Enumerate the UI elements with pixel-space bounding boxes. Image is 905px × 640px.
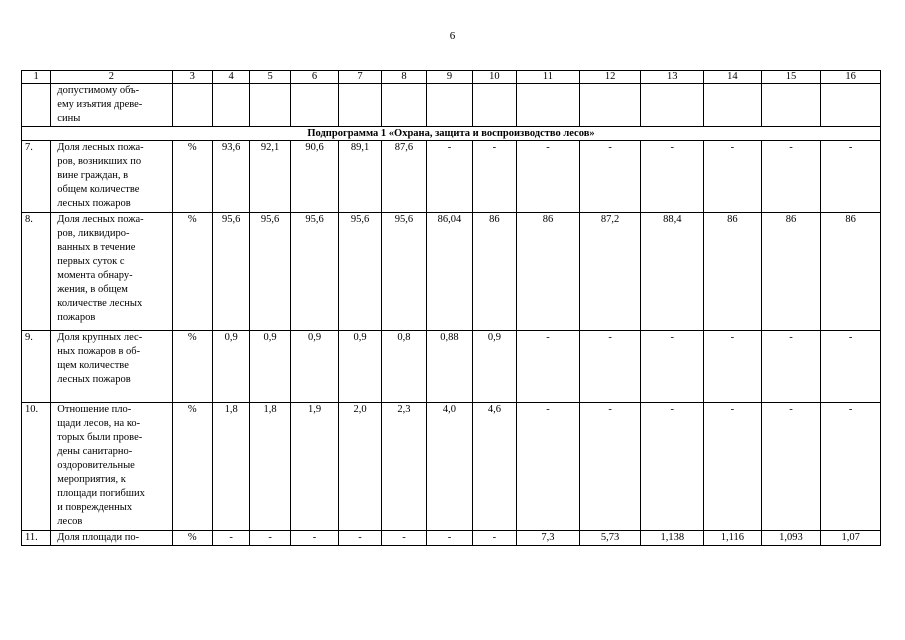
value-cell: 86,04 (427, 213, 472, 331)
value-cell: 5,73 (579, 531, 641, 546)
value-cell: 89,1 (339, 141, 381, 213)
value-cell: 0,88 (427, 331, 472, 403)
value-cell: - (761, 141, 821, 213)
value-cell: - (517, 331, 580, 403)
value-cell: 1,07 (821, 531, 881, 546)
value-cell: - (517, 141, 580, 213)
indicator-description: Доля крупных лес- ных пожаров в об- щем количестве лесных пожаров (51, 331, 172, 403)
column-number: 2 (51, 71, 172, 84)
value-cell: 92,1 (250, 141, 290, 213)
value-cell (821, 84, 881, 127)
column-number-row (22, 71, 881, 84)
value-cell: 0,9 (212, 331, 249, 403)
value-cell: - (381, 531, 426, 546)
column-number: 6 (290, 71, 339, 84)
value-cell (172, 84, 212, 127)
value-cell (704, 84, 762, 127)
indicators-table (21, 70, 881, 546)
value-cell: - (704, 331, 762, 403)
value-cell: 7,3 (517, 531, 580, 546)
value-cell (761, 84, 821, 127)
value-cell: - (761, 403, 821, 531)
column-number: 5 (250, 71, 290, 84)
unit-cell: % (172, 213, 212, 331)
value-cell: 1,8 (212, 403, 249, 531)
unit-cell: % (172, 141, 212, 213)
row-number: 11. (22, 531, 51, 546)
column-number: 10 (472, 71, 516, 84)
value-cell: 93,6 (212, 141, 249, 213)
value-cell: 86 (821, 213, 881, 331)
column-number: 14 (704, 71, 762, 84)
value-cell: 1,8 (250, 403, 290, 531)
value-cell: 0,9 (472, 331, 516, 403)
value-cell: 86 (472, 213, 516, 331)
indicator-description: Доля лесных пожа- ров, возникших по вине граждан, в общем количестве лесных пожаров (51, 141, 172, 213)
column-number: 7 (339, 71, 381, 84)
column-number: 1 (22, 71, 51, 84)
value-cell: - (517, 403, 580, 531)
value-cell: - (250, 531, 290, 546)
value-cell: 95,6 (250, 213, 290, 331)
value-cell: 0,9 (290, 331, 339, 403)
value-cell: 0,9 (339, 331, 381, 403)
column-number: 13 (641, 71, 704, 84)
page-number: 6 (449, 30, 456, 42)
value-cell (250, 84, 290, 127)
value-cell: 1,9 (290, 403, 339, 531)
subprogram-title: Подпрограмма 1 «Охрана, защита и воспроизводство лесов» (22, 127, 881, 141)
value-cell: - (761, 331, 821, 403)
indicator-description: допустимому объ- ему изъятия древе- сины (51, 84, 172, 127)
value-cell: - (821, 141, 881, 213)
column-number: 11 (517, 71, 580, 84)
value-cell: 0,8 (381, 331, 426, 403)
value-cell (517, 84, 580, 127)
value-cell: - (290, 531, 339, 546)
value-cell: - (579, 141, 641, 213)
value-cell: 86 (517, 213, 580, 331)
value-cell (339, 84, 381, 127)
value-cell (290, 84, 339, 127)
table-row (22, 403, 881, 531)
value-cell: - (641, 331, 704, 403)
continuation-row (22, 84, 881, 127)
value-cell: - (704, 403, 762, 531)
subprogram-row (22, 127, 881, 141)
value-cell: 4,0 (427, 403, 472, 531)
value-cell: - (704, 141, 762, 213)
value-cell (212, 84, 249, 127)
value-cell: - (641, 403, 704, 531)
value-cell: - (579, 331, 641, 403)
value-cell: 95,6 (290, 213, 339, 331)
value-cell (381, 84, 426, 127)
value-cell: - (472, 141, 516, 213)
value-cell: - (821, 403, 881, 531)
unit-cell: % (172, 331, 212, 403)
value-cell (579, 84, 641, 127)
value-cell: 86 (704, 213, 762, 331)
value-cell: 1,093 (761, 531, 821, 546)
value-cell: - (579, 403, 641, 531)
unit-cell: % (172, 531, 212, 546)
value-cell: 88,4 (641, 213, 704, 331)
row-number (22, 84, 51, 127)
row-number: 8. (22, 213, 51, 331)
indicator-description: Доля площади по- (51, 531, 172, 546)
value-cell: 4,6 (472, 403, 516, 531)
value-cell: - (821, 331, 881, 403)
indicator-description: Доля лесных пожа- ров, ликвидиро- ванных в течение первых суток с момента обнару- жения, в общем количестве лесных пожаров (51, 213, 172, 331)
value-cell: - (212, 531, 249, 546)
value-cell: - (427, 141, 472, 213)
table-row (22, 331, 881, 403)
column-number: 9 (427, 71, 472, 84)
indicator-description: Отношение пло- щади лесов, на ко- торых были прове- дены санитарно- оздоровительные мероприятия, к площади погибших и поврежденных лесов (51, 403, 172, 531)
value-cell (427, 84, 472, 127)
value-cell: - (472, 531, 516, 546)
value-cell: 2,3 (381, 403, 426, 531)
value-cell: 90,6 (290, 141, 339, 213)
table-row (22, 213, 881, 331)
table-row (22, 141, 881, 213)
column-number: 16 (821, 71, 881, 84)
value-cell: 2,0 (339, 403, 381, 531)
column-number: 4 (212, 71, 249, 84)
value-cell: 95,6 (339, 213, 381, 331)
table-row (22, 531, 881, 546)
value-cell: 95,6 (212, 213, 249, 331)
column-number: 15 (761, 71, 821, 84)
value-cell: 95,6 (381, 213, 426, 331)
value-cell: 1,138 (641, 531, 704, 546)
value-cell: - (339, 531, 381, 546)
value-cell: 87,2 (579, 213, 641, 331)
value-cell (641, 84, 704, 127)
value-cell: 1,116 (704, 531, 762, 546)
column-number: 3 (172, 71, 212, 84)
column-number: 8 (381, 71, 426, 84)
value-cell: 0,9 (250, 331, 290, 403)
row-number: 9. (22, 331, 51, 403)
value-cell: 86 (761, 213, 821, 331)
row-number: 7. (22, 141, 51, 213)
column-number: 12 (579, 71, 641, 84)
value-cell: - (427, 531, 472, 546)
value-cell: 87,6 (381, 141, 426, 213)
value-cell (472, 84, 516, 127)
row-number: 10. (22, 403, 51, 531)
value-cell: - (641, 141, 704, 213)
unit-cell: % (172, 403, 212, 531)
